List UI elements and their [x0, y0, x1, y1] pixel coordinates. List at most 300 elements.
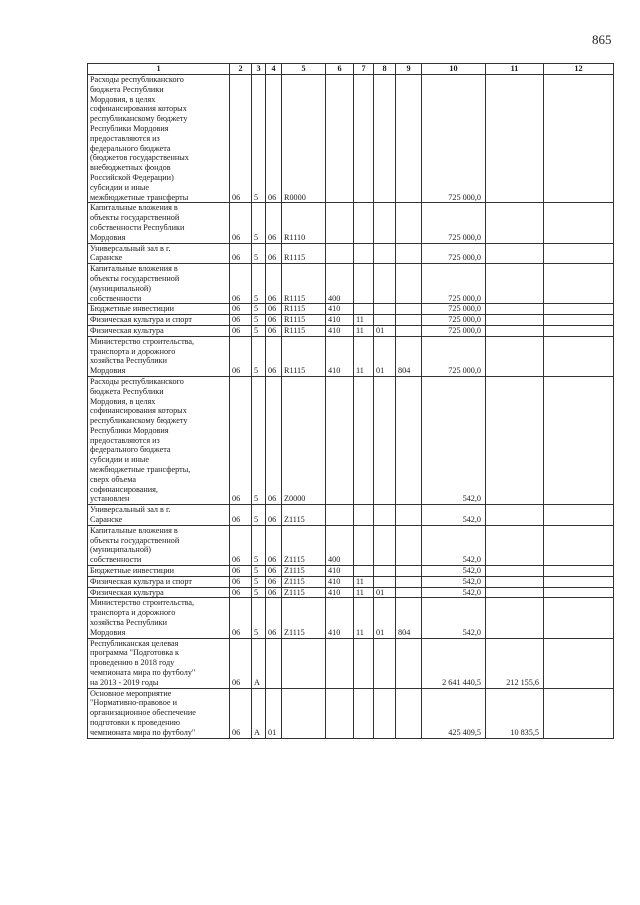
subsection-code-cell: 5	[252, 325, 266, 336]
amount-value-3-cell	[544, 304, 614, 315]
ministry-code-cell	[396, 264, 422, 304]
column-header-12: 12	[544, 64, 614, 75]
row-name-line: чемпионата мира по футболу"	[90, 668, 196, 678]
table-row	[88, 75, 614, 203]
row-name-line: собственности	[90, 555, 142, 565]
row-name-line: субсидии и иные	[90, 182, 149, 192]
section-code-cell: 06	[230, 336, 252, 376]
subdivision-code-cell: 01	[374, 587, 396, 598]
row-name-line: Мордовия	[90, 232, 126, 242]
ministry-code-cell	[396, 525, 422, 565]
expense-type-code-cell: 400	[326, 525, 354, 565]
table-row	[88, 505, 614, 526]
table-header-row	[88, 64, 614, 75]
row-name-line: Бюджетные инвестиции	[90, 304, 175, 314]
section-code-cell: 06	[230, 587, 252, 598]
subsection-code-cell: 5	[252, 264, 266, 304]
expense-type-code-cell	[326, 376, 354, 504]
row-name-line: субсидии и иные	[90, 455, 149, 465]
amount-value-3-cell	[544, 598, 614, 638]
target-article-code-cell	[282, 638, 326, 688]
row-name-line: Универсальный зал в г.	[90, 505, 171, 515]
amount-value-3-cell	[544, 315, 614, 326]
row-name-line: хозяйства Республики	[90, 618, 167, 628]
row-name-line: собственности	[90, 293, 142, 303]
table-row	[88, 525, 614, 565]
amount-value-2-cell	[486, 598, 544, 638]
subdivision-code-cell	[374, 638, 396, 688]
ministry-code-cell: 804	[396, 336, 422, 376]
ministry-code-cell	[396, 566, 422, 577]
target-article-code-cell: R1115	[282, 304, 326, 315]
ministry-code-cell	[396, 325, 422, 336]
amount-value-2-cell	[486, 525, 544, 565]
amount-value-3-cell	[544, 376, 614, 504]
ministry-code-cell	[396, 203, 422, 243]
row-name-cell	[88, 304, 230, 315]
row-name-line: (муниципальной)	[90, 283, 152, 293]
target-article-code-cell: R0000	[282, 75, 326, 203]
row-name-cell	[88, 576, 230, 587]
expense-type-code-cell: 410	[326, 566, 354, 577]
amount-value-cell: 725 000,0	[422, 243, 486, 264]
amount-value-2-cell	[486, 566, 544, 577]
subsection-code-2-cell: 06	[266, 264, 282, 304]
column-header-7: 7	[354, 64, 374, 75]
column-header-6: 6	[326, 64, 354, 75]
amount-value-2-cell	[486, 325, 544, 336]
ministry-code-cell	[396, 243, 422, 264]
row-name-line: Капитальные вложения в	[90, 203, 178, 213]
row-name-cell	[88, 376, 230, 504]
subsection-code-cell: А	[252, 688, 266, 738]
subdivision-code-cell	[374, 75, 396, 203]
section-code-cell: 06	[230, 688, 252, 738]
section-code-cell: 06	[230, 243, 252, 264]
division-code-cell	[354, 525, 374, 565]
amount-value-cell: 542,0	[422, 576, 486, 587]
target-article-code-cell: R1115	[282, 264, 326, 304]
budget-table	[87, 63, 614, 739]
amount-value-3-cell	[544, 505, 614, 526]
amount-value-2-cell	[486, 243, 544, 264]
division-code-cell	[354, 75, 374, 203]
row-name-line: Саранске	[90, 253, 123, 263]
row-name-line: предоставляются из	[90, 133, 160, 143]
row-name-line: Физическая культура	[90, 587, 164, 597]
amount-value-2-cell	[486, 75, 544, 203]
row-name-cell	[88, 587, 230, 598]
column-header-10: 10	[422, 64, 486, 75]
ministry-code-cell	[396, 587, 422, 598]
row-name-line: софинансирования которых	[90, 406, 187, 416]
target-article-code-cell: Z1115	[282, 525, 326, 565]
row-name-line: Мордовия	[90, 366, 126, 376]
subsection-code-2-cell: 06	[266, 315, 282, 326]
table-row	[88, 325, 614, 336]
ministry-code-cell	[396, 315, 422, 326]
row-name-cell	[88, 264, 230, 304]
subsection-code-cell: 5	[252, 315, 266, 326]
amount-value-3-cell	[544, 688, 614, 738]
subsection-code-cell: 5	[252, 576, 266, 587]
subsection-code-2-cell: 06	[266, 505, 282, 526]
row-name-line: Саранске	[90, 515, 123, 525]
amount-value-cell: 542,0	[422, 505, 486, 526]
amount-value-2-cell	[486, 576, 544, 587]
target-article-code-cell: Z0000	[282, 376, 326, 504]
table-row	[88, 203, 614, 243]
target-article-code-cell: Z1115	[282, 505, 326, 526]
target-article-code-cell: Z1115	[282, 587, 326, 598]
amount-value-3-cell	[544, 203, 614, 243]
target-article-code-cell	[282, 688, 326, 738]
column-header-3: 3	[252, 64, 266, 75]
row-name-line: Универсальный зал в г.	[90, 243, 171, 253]
table-row	[88, 315, 614, 326]
division-code-cell: 11	[354, 315, 374, 326]
division-code-cell	[354, 638, 374, 688]
row-name-cell	[88, 525, 230, 565]
row-name-line: федерального бюджета	[90, 445, 171, 455]
target-article-code-cell: R1115	[282, 243, 326, 264]
subdivision-code-cell	[374, 315, 396, 326]
subsection-code-2-cell: 01	[266, 688, 282, 738]
subdivision-code-cell	[374, 376, 396, 504]
ministry-code-cell	[396, 688, 422, 738]
division-code-cell: 11	[354, 576, 374, 587]
section-code-cell: 06	[230, 264, 252, 304]
table-row	[88, 336, 614, 376]
table-row	[88, 638, 614, 688]
amount-value-3-cell	[544, 75, 614, 203]
subsection-code-2-cell: 06	[266, 203, 282, 243]
row-name-line: предоставляются из	[90, 435, 160, 445]
subsection-code-cell: А	[252, 638, 266, 688]
expense-type-code-cell: 410	[326, 304, 354, 315]
ministry-code-cell	[396, 376, 422, 504]
ministry-code-cell	[396, 576, 422, 587]
row-name-line: Капитальные вложения в	[90, 525, 178, 535]
row-name-line: Физическая культура	[90, 325, 164, 335]
amount-value-cell: 542,0	[422, 598, 486, 638]
column-header-2: 2	[230, 64, 252, 75]
table-row	[88, 264, 614, 304]
section-code-cell: 06	[230, 315, 252, 326]
row-name-line: проведению в 2018 году	[90, 658, 175, 668]
subdivision-code-cell	[374, 576, 396, 587]
row-name-line: Мордовия, в целях	[90, 94, 156, 104]
expense-type-code-cell	[326, 243, 354, 264]
amount-value-3-cell	[544, 243, 614, 264]
row-name-line: Капитальные вложения в	[90, 264, 178, 274]
target-article-code-cell: Z1115	[282, 566, 326, 577]
subdivision-code-cell	[374, 203, 396, 243]
amount-value-cell: 725 000,0	[422, 75, 486, 203]
row-name-line: объекты государственной	[90, 535, 180, 545]
column-header-9: 9	[396, 64, 422, 75]
row-name-line: межбюджетные трансферты	[90, 192, 189, 202]
amount-value-3-cell	[544, 336, 614, 376]
row-name-cell	[88, 315, 230, 326]
expense-type-code-cell: 410	[326, 325, 354, 336]
section-code-cell: 06	[230, 566, 252, 577]
amount-value-cell: 725 000,0	[422, 203, 486, 243]
row-name-line: межбюджетные трансферты,	[90, 465, 191, 475]
row-name-line: объекты государственной	[90, 273, 180, 283]
subsection-code-cell: 5	[252, 75, 266, 203]
expense-type-code-cell: 410	[326, 587, 354, 598]
row-name-cell	[88, 505, 230, 526]
row-name-line: федерального бюджета	[90, 143, 171, 153]
section-code-cell: 06	[230, 505, 252, 526]
row-name-line: (муниципальной)	[90, 545, 152, 555]
row-name-line: Бюджетные инвестиции	[90, 566, 175, 576]
division-code-cell: 11	[354, 325, 374, 336]
subdivision-code-cell	[374, 566, 396, 577]
row-name-line: установлен	[90, 494, 130, 504]
amount-value-3-cell	[544, 325, 614, 336]
division-code-cell: 11	[354, 598, 374, 638]
subdivision-code-cell	[374, 264, 396, 304]
table-row	[88, 598, 614, 638]
row-name-cell	[88, 336, 230, 376]
amount-value-cell: 725 000,0	[422, 264, 486, 304]
expense-type-code-cell	[326, 75, 354, 203]
column-header-11: 11	[486, 64, 544, 75]
subsection-code-2-cell: 06	[266, 576, 282, 587]
row-name-line: софинансирования,	[90, 484, 158, 494]
row-name-line: Основное мероприятие	[90, 688, 172, 698]
amount-value-cell: 725 000,0	[422, 315, 486, 326]
row-name-line: Мордовия, в целях	[90, 396, 156, 406]
section-code-cell: 06	[230, 376, 252, 504]
ministry-code-cell: 804	[396, 598, 422, 638]
row-name-line: внебюджетных фондов	[90, 163, 171, 173]
expense-type-code-cell	[326, 203, 354, 243]
subsection-code-2-cell: 06	[266, 598, 282, 638]
row-name-line: объекты государственной	[90, 213, 180, 223]
row-name-line: сверх объема	[90, 474, 137, 484]
subdivision-code-cell: 01	[374, 325, 396, 336]
row-name-line: Расходы республиканского	[90, 376, 184, 386]
amount-value-2-cell	[486, 505, 544, 526]
division-code-cell	[354, 376, 374, 504]
expense-type-code-cell	[326, 638, 354, 688]
division-code-cell	[354, 566, 374, 577]
section-code-cell: 06	[230, 638, 252, 688]
subdivision-code-cell	[374, 525, 396, 565]
row-name-line: республиканскому бюджету	[90, 114, 188, 124]
row-name-line: на 2013 - 2019 годы	[90, 677, 159, 687]
row-name-cell	[88, 203, 230, 243]
amount-value-2-cell: 212 155,6	[486, 638, 544, 688]
subdivision-code-cell	[374, 304, 396, 315]
amount-value-3-cell	[544, 576, 614, 587]
ministry-code-cell	[396, 304, 422, 315]
section-code-cell: 06	[230, 75, 252, 203]
target-article-code-cell: R1115	[282, 315, 326, 326]
target-article-code-cell: R1115	[282, 325, 326, 336]
row-name-line: Российской Федерации)	[90, 172, 174, 182]
amount-value-2-cell	[486, 315, 544, 326]
table-row	[88, 688, 614, 738]
division-code-cell	[354, 688, 374, 738]
ministry-code-cell	[396, 638, 422, 688]
subsection-code-2-cell	[266, 638, 282, 688]
amount-value-2-cell	[486, 587, 544, 598]
division-code-cell	[354, 304, 374, 315]
amount-value-2-cell	[486, 203, 544, 243]
target-article-code-cell: Z1115	[282, 598, 326, 638]
expense-type-code-cell: 410	[326, 315, 354, 326]
amount-value-cell: 2 641 440,5	[422, 638, 486, 688]
amount-value-2-cell: 10 835,5	[486, 688, 544, 738]
row-name-line: Республиканская целевая	[90, 638, 179, 648]
table-row	[88, 587, 614, 598]
division-code-cell	[354, 243, 374, 264]
row-name-line: Мордовия	[90, 627, 126, 637]
expense-type-code-cell: 410	[326, 336, 354, 376]
row-name-cell	[88, 688, 230, 738]
amount-value-2-cell	[486, 264, 544, 304]
ministry-code-cell	[396, 505, 422, 526]
amount-value-cell: 542,0	[422, 525, 486, 565]
division-code-cell: 11	[354, 587, 374, 598]
table-row	[88, 566, 614, 577]
table-row	[88, 376, 614, 504]
subsection-code-cell: 5	[252, 376, 266, 504]
row-name-line: Республики Мордовия	[90, 123, 169, 133]
subsection-code-2-cell: 06	[266, 304, 282, 315]
section-code-cell: 06	[230, 304, 252, 315]
section-code-cell: 06	[230, 525, 252, 565]
row-name-line: софинансирования которых	[90, 104, 187, 114]
subdivision-code-cell: 01	[374, 598, 396, 638]
row-name-line: транспорта и дорожного	[90, 346, 176, 356]
row-name-line: (бюджетов государственных	[90, 153, 189, 163]
amount-value-3-cell	[544, 638, 614, 688]
amount-value-2-cell	[486, 336, 544, 376]
target-article-code-cell: Z1115	[282, 576, 326, 587]
row-name-line: Министерство строительства,	[90, 336, 195, 346]
amount-value-cell: 542,0	[422, 587, 486, 598]
expense-type-code-cell	[326, 688, 354, 738]
section-code-cell: 06	[230, 203, 252, 243]
section-code-cell: 06	[230, 576, 252, 587]
row-name-line: Расходы республиканского	[90, 75, 184, 84]
subdivision-code-cell: 01	[374, 336, 396, 376]
row-name-line: Физическая культура и спорт	[90, 315, 192, 325]
row-name-line: Физическая культура и спорт	[90, 576, 192, 586]
subsection-code-cell: 5	[252, 505, 266, 526]
subdivision-code-cell	[374, 688, 396, 738]
table-row	[88, 304, 614, 315]
table-row	[88, 243, 614, 264]
row-name-line: Министерство строительства,	[90, 598, 195, 608]
column-header-8: 8	[374, 64, 396, 75]
row-name-line: бюджета Республики	[90, 84, 164, 94]
amount-value-cell: 725 000,0	[422, 304, 486, 315]
section-code-cell: 06	[230, 325, 252, 336]
column-header-5: 5	[282, 64, 326, 75]
division-code-cell	[354, 264, 374, 304]
subsection-code-2-cell: 06	[266, 525, 282, 565]
row-name-cell	[88, 598, 230, 638]
subsection-code-2-cell: 06	[266, 336, 282, 376]
expense-type-code-cell: 410	[326, 576, 354, 587]
row-name-line: собственности Республики	[90, 222, 185, 232]
row-name-line: хозяйства Республики	[90, 356, 167, 366]
subsection-code-2-cell: 06	[266, 587, 282, 598]
row-name-line: транспорта и дорожного	[90, 608, 176, 618]
subdivision-code-cell	[374, 243, 396, 264]
expense-type-code-cell	[326, 505, 354, 526]
subsection-code-cell: 5	[252, 587, 266, 598]
subsection-code-cell: 5	[252, 598, 266, 638]
amount-value-cell: 725 000,0	[422, 336, 486, 376]
expense-type-code-cell: 400	[326, 264, 354, 304]
subsection-code-2-cell: 06	[266, 75, 282, 203]
row-name-cell	[88, 75, 230, 203]
section-code-cell: 06	[230, 598, 252, 638]
subsection-code-2-cell: 06	[266, 566, 282, 577]
subsection-code-cell: 5	[252, 566, 266, 577]
table-row	[88, 576, 614, 587]
division-code-cell	[354, 203, 374, 243]
row-name-line: организационное обеспечение	[90, 708, 196, 718]
subsection-code-2-cell: 06	[266, 243, 282, 264]
target-article-code-cell: R1115	[282, 336, 326, 376]
row-name-line: республиканскому бюджету	[90, 416, 188, 426]
subsection-code-cell: 5	[252, 243, 266, 264]
row-name-line: "Нормативно-правовое и	[90, 698, 177, 708]
amount-value-2-cell	[486, 304, 544, 315]
amount-value-cell: 542,0	[422, 376, 486, 504]
amount-value-cell: 725 000,0	[422, 325, 486, 336]
subsection-code-cell: 5	[252, 525, 266, 565]
row-name-line: бюджета Республики	[90, 386, 164, 396]
amount-value-3-cell	[544, 566, 614, 577]
ministry-code-cell	[396, 75, 422, 203]
column-header-1: 1	[88, 64, 230, 75]
row-name-cell	[88, 243, 230, 264]
expense-type-code-cell: 410	[326, 598, 354, 638]
subsection-code-2-cell: 06	[266, 376, 282, 504]
row-name-line: Республики Мордовия	[90, 425, 169, 435]
amount-value-cell: 425 409,5	[422, 688, 486, 738]
row-name-cell	[88, 566, 230, 577]
subdivision-code-cell	[374, 505, 396, 526]
amount-value-3-cell	[544, 264, 614, 304]
page-number: 865	[592, 32, 612, 47]
subsection-code-cell: 5	[252, 336, 266, 376]
division-code-cell	[354, 505, 374, 526]
column-header-4: 4	[266, 64, 282, 75]
subsection-code-cell: 5	[252, 304, 266, 315]
amount-value-2-cell	[486, 376, 544, 504]
amount-value-3-cell	[544, 587, 614, 598]
subsection-code-cell: 5	[252, 203, 266, 243]
target-article-code-cell: R1110	[282, 203, 326, 243]
row-name-cell	[88, 638, 230, 688]
row-name-line: подготовки к проведению	[90, 718, 180, 727]
row-name-cell	[88, 325, 230, 336]
row-name-line: чемпионата мира по футболу"	[90, 727, 196, 737]
row-name-line: программа "Подготовка к	[90, 648, 180, 658]
amount-value-3-cell	[544, 525, 614, 565]
division-code-cell: 11	[354, 336, 374, 376]
